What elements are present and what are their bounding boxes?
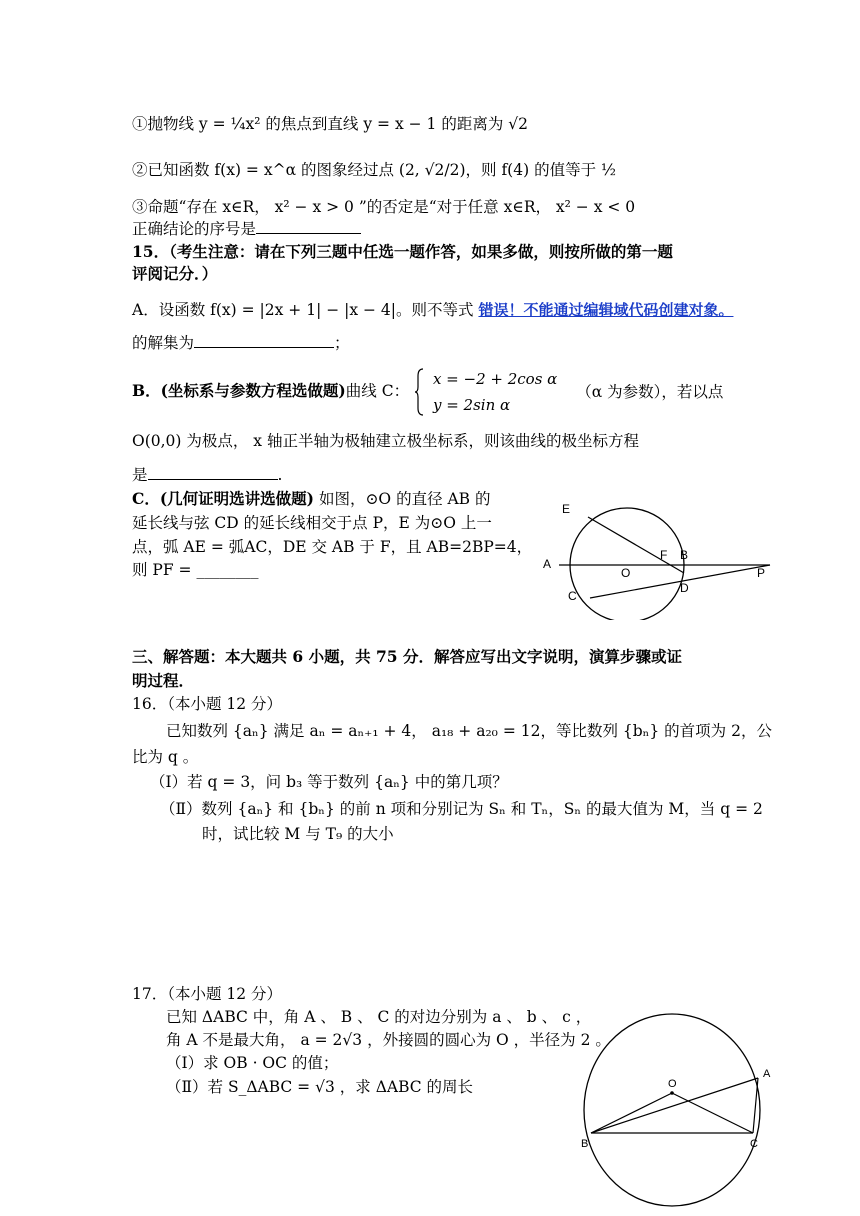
- param-x: x = −2 + 2cos α: [432, 370, 558, 388]
- q15-b-head: B．(坐标系与参数方程选做题): [132, 381, 346, 400]
- circle-figure-1: [535, 495, 775, 620]
- q15-c-3: 点，弧 AE = 弧AC，DE 交 AB 于 F，且 AB=2BP=4，: [132, 538, 533, 556]
- circle-o: [570, 508, 684, 620]
- q15-b-cont2: [132, 465, 282, 485]
- label-e: E: [562, 502, 571, 516]
- label-b: B: [680, 548, 689, 562]
- q16-part-2-cont: 时，试比较 M 与 T₉ 的大小: [202, 825, 394, 843]
- q15-c-head: C．(几何证明选讲选做题): [132, 489, 315, 508]
- answer-prompt-text: 正确结论的序号是: [132, 220, 257, 238]
- q17-stem: 已知 ΔABC 中，角 A 、 B 、 C 的对边分别为 a 、 b 、 c ，: [166, 1008, 592, 1026]
- label-c2: C: [750, 1138, 758, 1150]
- q17-title: 17．（本小题 12 分）: [132, 985, 283, 1003]
- q15-a-cont-text: 的解集为: [132, 334, 195, 352]
- label-o2: O: [668, 1078, 677, 1090]
- q16-stem: 已知数列 {aₙ} 满足 aₙ = aₙ₊₁ + 4， a₁₈ + a₂₀ = 12，等比数列 {bₙ} 的首项为 2，公: [166, 722, 772, 740]
- segment-ob: [591, 1093, 672, 1133]
- q15-b-cont: O(0,0) 为极点， x 轴正半轴为极轴建立极坐标系，则该曲线的极坐标方程: [132, 432, 639, 450]
- q17-part-1: （Ⅰ）求 OB · OC 的值；: [166, 1054, 339, 1072]
- q17-part-2: （Ⅱ）若 S_ΔABC = √3 ，求 ΔABC 的周长: [166, 1078, 474, 1096]
- answer-prompt: [132, 219, 361, 239]
- label-f: F: [660, 548, 668, 562]
- q15-b-end: .: [277, 466, 283, 484]
- label-p: P: [757, 566, 766, 580]
- label-a2: A: [763, 1068, 771, 1080]
- label-a: A: [543, 557, 552, 571]
- segment-oc: [672, 1093, 753, 1133]
- q16-title: 16．（本小题 12 分）: [132, 695, 283, 713]
- parametric-system: [429, 366, 557, 418]
- q16-stem-cont: 比为 q 。: [132, 748, 199, 766]
- answer-blank: [256, 219, 361, 234]
- q15-instruction-cont: 评阅记分．）: [132, 264, 218, 283]
- q15-b-mid: 曲线 C：: [345, 382, 410, 400]
- q17-stem-cont: 角 A 不是最大角， a = 2√3 ，外接圆的圆心为 O ，半径为 2 。: [166, 1031, 611, 1049]
- field-error-link[interactable]: 错误！不能通过编辑域代码创建对象。: [478, 301, 734, 319]
- side-ca: [753, 1078, 758, 1133]
- circle-figure-2: [575, 1005, 790, 1215]
- q15-b-cont2-text: 是: [132, 466, 148, 484]
- q15-c-4: 则 PF = ________: [132, 561, 259, 579]
- statement-3: ③命题“存在 x∈R， x² − x > 0 ”的否定是“对于任意 x∈R， x² − x < 0: [132, 198, 636, 216]
- section-3-heading-cont: 明过程．: [132, 671, 195, 690]
- label-o: O: [621, 566, 631, 580]
- q15-c-2: 延长线与弦 CD 的延长线相交于点 P，E 为⊙O 上一: [132, 514, 492, 532]
- brace-icon: [414, 368, 424, 416]
- q15-b-tail: （α 为参数），若以点: [576, 383, 724, 401]
- solution-set-blank: [194, 333, 334, 348]
- center-dot: [670, 1091, 674, 1095]
- q15-a-text: A．设函数 f(x) = |2x + 1| − |x − 4|。则不等式: [132, 301, 474, 319]
- q15-c-tail: 如图，⊙O 的直径 AB 的: [314, 490, 491, 508]
- label-b2: B: [581, 1138, 589, 1150]
- q15-c: [132, 489, 491, 509]
- circumcircle: [584, 1014, 760, 1206]
- param-y: y = 2sin α: [432, 396, 511, 414]
- q15-instruction: 15．（考生注意：请在下列三题中任选一题作答，如果多做，则按所做的第一题: [132, 242, 673, 261]
- label-d: D: [680, 581, 689, 595]
- statement-2: ②已知函数 f(x) = x^α 的图象经过点 (2, √2/2)，则 f(4) 的值等于 ½: [132, 161, 617, 179]
- q15-a-cont: [132, 333, 350, 353]
- q15-a: [132, 300, 733, 320]
- q16-part-1: （Ⅰ）若 q = 3，问 b₃ 等于数列 {aₙ} 中的第几项？: [150, 773, 508, 791]
- polar-eq-blank: [148, 465, 278, 480]
- label-c: C: [568, 589, 577, 603]
- q15-b: [132, 366, 723, 416]
- section-3-heading: 三、解答题：本大题共 6 小题，共 75 分．解答应写出文字说明，演算步骤或证: [132, 647, 682, 666]
- statement-1: ①抛物线 y = ¼x² 的焦点到直线 y = x − 1 的距离为 √2: [132, 115, 528, 133]
- q16-part-2: （Ⅱ）数列 {aₙ} 和 {bₙ} 的前 n 项和分别记为 Sₙ 和 Tₙ，Sₙ 的最大值为 M，当 q = 2: [160, 800, 763, 818]
- q15-a-end: ；: [334, 334, 350, 352]
